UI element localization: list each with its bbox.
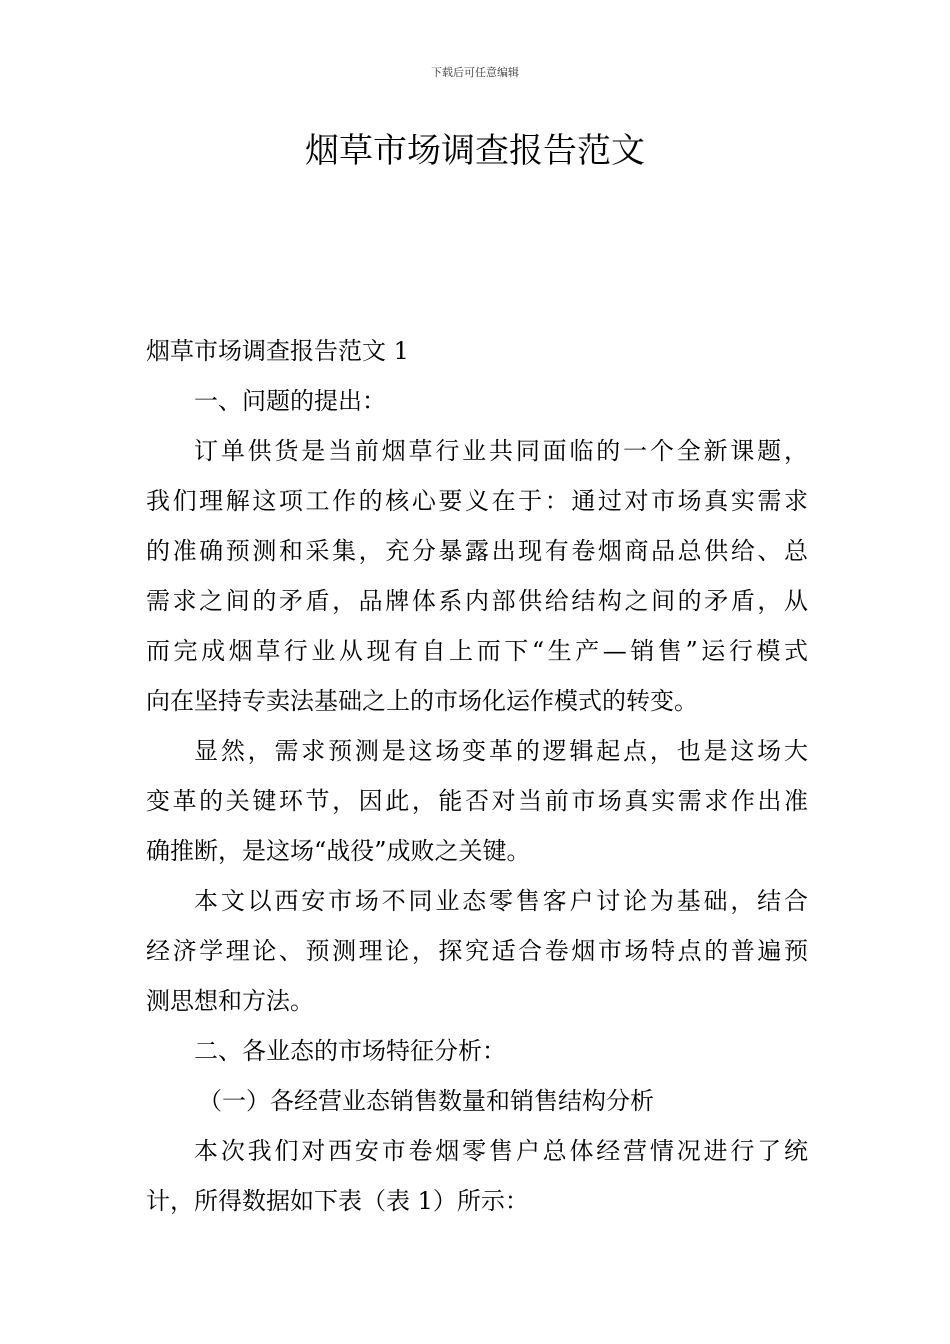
paragraph-line: 经济学理论、预测理论，探究适合卷烟市场特点的普遍预 [146,937,808,965]
paragraph-1 [146,426,808,726]
paragraph-line: 而完成烟草行业从现有自上而下“生产—销售”运行模式 [146,637,808,665]
paragraph-3 [146,876,808,1026]
paragraph-2 [146,726,808,876]
paragraph-line: 计，所得数据如下表（表 1）所示： [146,1187,529,1215]
paragraph-line: 显然，需求预测是这场变革的逻辑起点，也是这场大 [194,737,808,765]
paragraph-line: 我们理解这项工作的核心要义在于：通过对市场真实需求 [146,487,808,515]
heading-problem: 一、问题的提出： [194,387,386,415]
document-body [146,326,808,1226]
paragraph-line: 变革的关键环节，因此，能否对当前市场真实需求作出准 [146,787,808,815]
paragraph-line: 向在坚持专卖法基础之上的市场化运作模式的转变。 [146,687,698,715]
paragraph-line: 的准确预测和采集，充分暴露出现有卷烟商品总供给、总 [146,537,808,565]
paragraph-line: 测思想和方法。 [146,987,314,1015]
paragraph-4 [146,1126,808,1226]
paragraph-line: 订单供货是当前烟草行业共同面临的一个全新课题， [194,437,808,465]
paragraph-line: 本次我们对西安市卷烟零售户总体经营情况进行了统 [194,1137,808,1165]
header-note: 下载后可任意编辑 [431,66,519,79]
paragraph-line: 本文以西安市场不同业态零售客户讨论为基础，结合 [194,887,808,915]
subheading-sales-structure: （一）各经营业态销售数量和销售结构分析 [198,1087,654,1115]
document-title: 烟草市场调查报告范文 [305,131,645,171]
paragraph-line: 需求之间的矛盾，品牌体系内部供给结构之间的矛盾，从 [146,587,808,615]
paragraph-line: 确推断，是这场“战役”成败之关键。 [146,837,531,865]
section-title: 烟草市场调查报告范文 1 [146,337,409,365]
heading-market-analysis: 二、各业态的市场特征分析： [194,1037,506,1065]
